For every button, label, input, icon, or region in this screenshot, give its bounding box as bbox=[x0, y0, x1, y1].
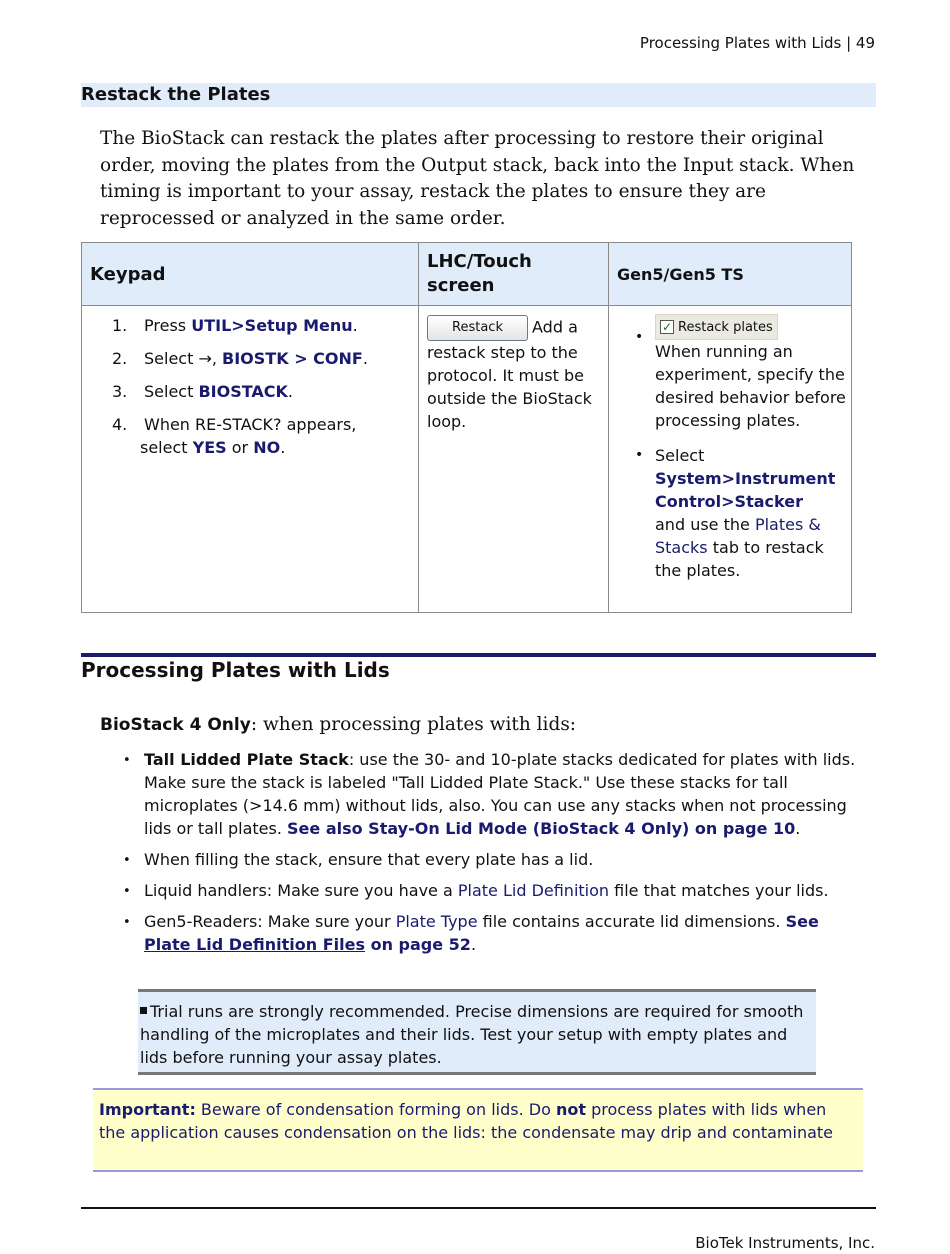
plate-lid-files-link[interactable]: Plate Lid Definition Files bbox=[144, 935, 366, 954]
keypad-step bbox=[112, 314, 418, 337]
checkbox-label: Restack plates bbox=[678, 319, 773, 335]
bullet-text: file contains accurate lid dimensions. bbox=[477, 912, 786, 931]
checkmark-icon: • ✓ bbox=[661, 320, 673, 334]
step-keyword: UTIL>Setup Menu bbox=[191, 316, 353, 335]
restack-button[interactable]: Restack bbox=[427, 315, 528, 341]
bullet-text: Liquid handlers: Make sure you have a bbox=[144, 881, 458, 900]
list-item bbox=[120, 748, 860, 840]
step-text: select bbox=[140, 438, 193, 457]
gen5-text: tab to restack the plates. bbox=[655, 538, 824, 580]
list-item bbox=[635, 314, 851, 432]
keypad-step bbox=[112, 413, 418, 459]
bullet-text: : use the 30- and 10-plate stacks dedicated for plates with lids. Make sure the stack is labeled "Tall Lidded Plate Stack." Use these stacks for tall microplates (>14.6 mm) without lids, also. You can use any stacks when not processing lids or tall plates. bbox=[144, 750, 856, 838]
step-number: 4. bbox=[112, 415, 128, 434]
step-punct: . bbox=[280, 438, 286, 457]
plate-lid-definition-link[interactable]: Plate Lid Definition bbox=[457, 881, 610, 900]
lead-line bbox=[100, 714, 576, 735]
trial-note-box bbox=[138, 989, 816, 1075]
trial-note-text: Trial runs are strongly recommended. Precise dimensions are required for smooth handling of the microplates and their lids. Test your setup with empty plates and lids before running your assay plates. bbox=[140, 1002, 804, 1067]
plates-stacks-link[interactable]: Plates & Stacks bbox=[655, 515, 821, 557]
step-punct: . bbox=[287, 382, 294, 401]
footer-rule bbox=[81, 1207, 876, 1209]
lid-bullet-list bbox=[120, 748, 860, 964]
keypad-step bbox=[112, 380, 418, 403]
keypad-steps bbox=[82, 306, 418, 459]
step-number: 3. bbox=[112, 382, 128, 401]
step-text: When RE-STACK? appears, bbox=[144, 415, 357, 434]
step-number: 1. bbox=[112, 316, 128, 335]
important-text: process plates with lids when the application causes condensation on the lids: the condensate may drip and contaminate bbox=[99, 1100, 833, 1142]
step-keyword: BIOSTACK bbox=[198, 382, 288, 401]
gen5-list bbox=[609, 306, 851, 582]
bullet-bold: Tall Lidded Plate Stack bbox=[144, 750, 349, 769]
restack-plates-checkbox[interactable] bbox=[655, 314, 778, 340]
step-number: 2. bbox=[112, 349, 128, 368]
step-keyword-no: NO bbox=[253, 438, 281, 457]
bullet-text: file that matches your lids. bbox=[609, 881, 829, 900]
footer-company: BioTek Instruments, Inc. bbox=[695, 1234, 875, 1252]
step-continuation bbox=[140, 436, 418, 459]
lead-text: : when processing plates with lids: bbox=[250, 714, 577, 735]
method-table bbox=[81, 242, 852, 613]
intro-paragraph: The BioStack can restack the plates after processing to restore their original order, moving the plates from the Output stack, back into the Input stack. When timing is important to your assay, restack the plates to ensure they are reprocessed or analyzed in the same order. bbox=[100, 128, 855, 229]
bullet-punct: . bbox=[470, 935, 477, 954]
step-text: Select bbox=[144, 382, 199, 401]
gen5-text: Select bbox=[655, 446, 705, 465]
list-item bbox=[120, 879, 860, 902]
lhc-cell bbox=[419, 306, 609, 613]
important-emphasis: not bbox=[555, 1100, 586, 1119]
section-title-lids: Processing Plates with Lids bbox=[81, 658, 390, 682]
table-header-row bbox=[82, 243, 852, 306]
step-text: or bbox=[226, 438, 254, 457]
step-text: Press bbox=[144, 316, 192, 335]
step-keyword: BIOSTK > CONF bbox=[222, 349, 363, 368]
list-item bbox=[635, 444, 851, 582]
step-punct: . bbox=[362, 349, 368, 368]
stay-on-lid-link[interactable]: See also Stay-On Lid Mode (BioStack 4 Only) on page 10 bbox=[287, 819, 796, 838]
lead-bold: BioStack 4 Only bbox=[100, 715, 251, 735]
step-keyword-yes: YES bbox=[192, 438, 227, 457]
col-header-gen5: Gen5/Gen5 TS bbox=[609, 243, 852, 306]
important-text: Beware of condensation forming on lids. Do bbox=[195, 1100, 556, 1119]
bullet-text: When filling the stack, ensure that every plate has a lid. bbox=[144, 850, 594, 869]
col-header-lhc: LHC/Touch screen bbox=[419, 243, 609, 306]
arrow-right-icon: → bbox=[198, 349, 212, 368]
see-reference: See bbox=[785, 912, 819, 931]
keypad-cell bbox=[82, 306, 419, 613]
square-bullet-icon bbox=[140, 1007, 147, 1014]
step-text: , bbox=[211, 349, 223, 368]
list-item bbox=[120, 910, 860, 956]
step-punct: . bbox=[352, 316, 358, 335]
keypad-step bbox=[112, 347, 418, 370]
important-label: Important: bbox=[99, 1100, 196, 1119]
menu-path: System>Instrument Control>Stacker bbox=[655, 469, 836, 511]
col-header-keypad: Keypad bbox=[82, 243, 419, 306]
section-title-restack: Restack the Plates bbox=[81, 83, 876, 107]
page-reference: on page 52 bbox=[365, 935, 471, 954]
section-divider bbox=[81, 653, 876, 657]
gen5-text: and use the bbox=[655, 515, 750, 534]
step-text: Select bbox=[144, 349, 199, 368]
running-header: Processing Plates with Lids | 49 bbox=[639, 34, 875, 52]
table-row bbox=[82, 306, 852, 613]
bullet-punct: . bbox=[795, 819, 801, 838]
lhc-text: Add a restack step to the protocol. It must be outside the BioStack loop. bbox=[427, 317, 592, 431]
list-item bbox=[120, 848, 860, 871]
gen5-text: When running an experiment, specify the desired behavior before processing plates. bbox=[655, 342, 846, 430]
bullet-text: Gen5-Readers: Make sure your bbox=[144, 912, 396, 931]
important-note-box bbox=[93, 1088, 863, 1172]
plate-type-link[interactable]: Plate Type bbox=[395, 912, 478, 931]
gen5-cell bbox=[609, 306, 852, 613]
